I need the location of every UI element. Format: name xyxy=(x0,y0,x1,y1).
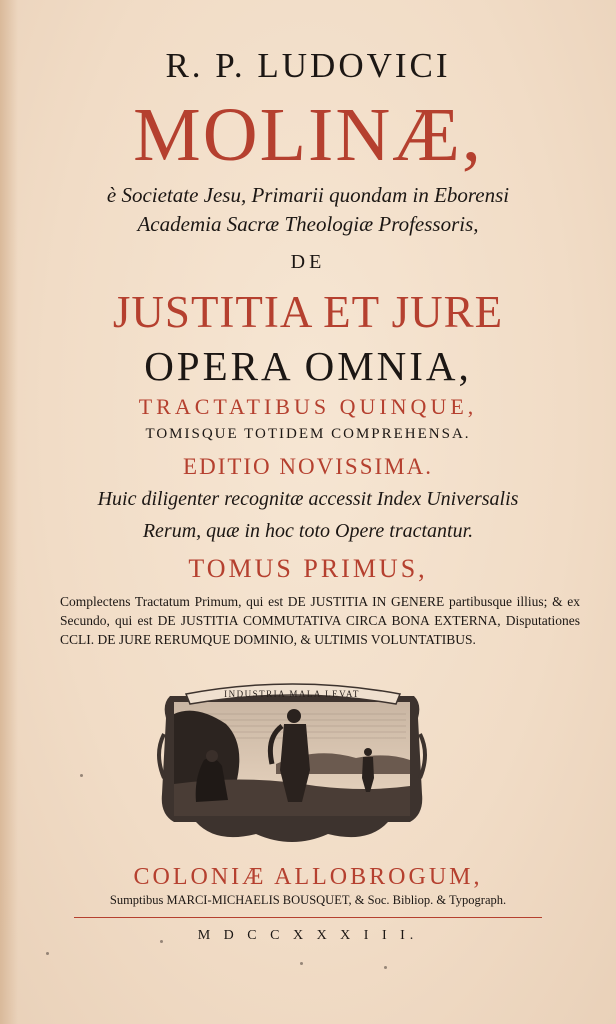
author-name: MOLINÆ, xyxy=(133,93,483,177)
society-line: è Societate Jesu, Primarii quondam in Eborensi xyxy=(106,183,510,207)
imprint-year: M D C C X X X I I I. xyxy=(197,928,419,943)
foxing-spot xyxy=(46,952,49,955)
emblem-vignette xyxy=(156,674,428,848)
foxing-spot xyxy=(160,940,163,943)
opera-line: OPERA OMNIA, xyxy=(144,343,472,389)
tractatibus-line: TRACTATIBUS QUINQUE, xyxy=(138,394,478,419)
foxing-spot xyxy=(300,962,303,965)
academia-line: Academia Sacræ Theologiæ Professoris, xyxy=(137,212,479,236)
de-line: DE xyxy=(290,251,326,273)
main-title: JUSTITIA ET JURE xyxy=(112,287,504,337)
imprint-publisher: Sumptibus MARCI-MICHAELIS BOUSQUET, & Soc. Bibliop. & Typograph. xyxy=(109,893,507,907)
rerum-line: Rerum, quæ in hoc toto Opere tractantur. xyxy=(142,520,474,542)
volume-description: Complectens Tractatum Primum, qui est DE JUSTITIA IN GENERE partibusque illius; & ex Secundo, qui est DE JUSTITIA COMMUTATIVA CIRCA BONA EXTERNA, Disputationes CCLI. DE JURE RERUMQUE DOMINIO, & ULTIMIS VOLUNTATIBUS. xyxy=(60,594,580,647)
tomisque-line: TOMISQUE TOTIDEM COMPREHENSA. xyxy=(145,426,471,442)
editio-line: EDITIO NOVISSIMA. xyxy=(183,454,433,479)
author-line: R. P. LUDOVICI xyxy=(165,46,451,85)
emblem-motto: INDUSTRIA MALA LEVAT xyxy=(224,689,360,699)
tomus-line: TOMUS PRIMUS, xyxy=(188,554,428,583)
foxing-spot xyxy=(384,966,387,969)
imprint-city: COLONIÆ ALLOBROGUM, xyxy=(133,864,483,890)
red-rule-divider xyxy=(74,917,542,918)
huic-line: Huic diligenter recognitæ accessit Index Universalis xyxy=(97,488,519,510)
foxing-spot xyxy=(80,774,83,777)
